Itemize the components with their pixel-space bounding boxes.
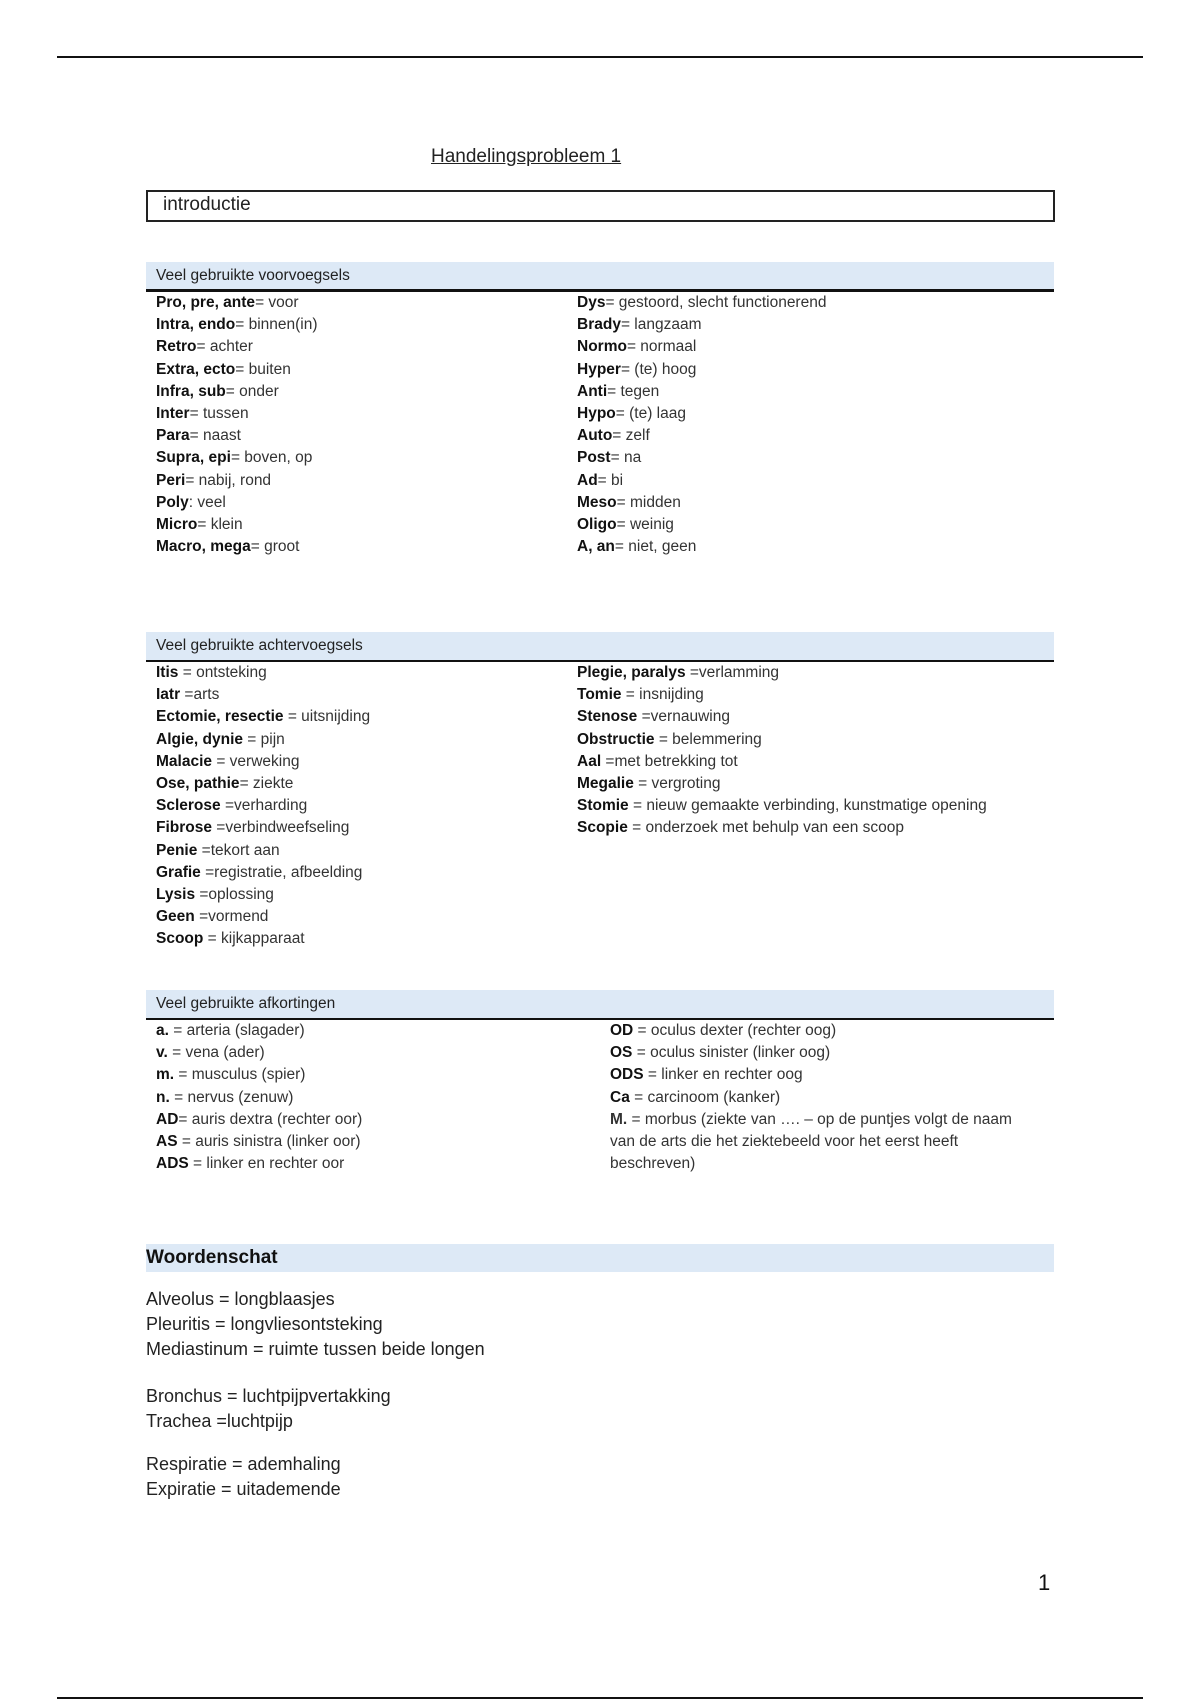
term: Ad bbox=[577, 471, 598, 489]
definition: = arteria (slagader) bbox=[168, 1022, 305, 1039]
section-voorvoegsels bbox=[146, 262, 1054, 562]
term: v. bbox=[156, 1044, 168, 1062]
list-item bbox=[577, 751, 987, 773]
definition: =oplossing bbox=[195, 885, 274, 903]
term: OD bbox=[610, 1022, 634, 1039]
definition: = naast bbox=[189, 427, 241, 445]
list-item bbox=[577, 492, 826, 514]
list-item bbox=[156, 795, 370, 817]
list-item bbox=[156, 862, 370, 884]
term: Supra, epi bbox=[156, 449, 231, 467]
definition: = oculus sinister (linker oog) bbox=[632, 1044, 831, 1062]
definition: =registratie, afbeelding bbox=[200, 863, 363, 881]
definition: = normaal bbox=[626, 338, 697, 356]
vocab-line: Trachea =luchtpijp bbox=[146, 1411, 293, 1431]
page-title: Handelingsprobleem 1 bbox=[431, 146, 622, 167]
term: Dys bbox=[577, 294, 606, 311]
term: Brady bbox=[577, 316, 621, 334]
definition: = weinig bbox=[616, 515, 674, 533]
definition: = ontsteking bbox=[178, 664, 267, 681]
list-item bbox=[156, 751, 370, 773]
definition: = oculus dexter (rechter oog) bbox=[633, 1022, 837, 1039]
term: Meso bbox=[577, 493, 617, 511]
term: Grafie bbox=[156, 863, 201, 881]
list-item bbox=[577, 817, 987, 839]
top-rule bbox=[57, 56, 1143, 58]
woordenschat-group-1 bbox=[146, 1287, 846, 1362]
list-item bbox=[156, 1020, 362, 1042]
list-item bbox=[156, 817, 370, 839]
definition: = (te) laag bbox=[615, 404, 686, 422]
definition: = insnijding bbox=[621, 686, 704, 704]
list-item bbox=[577, 403, 826, 425]
list-item bbox=[156, 884, 370, 906]
definition: = nervus (zenuw) bbox=[169, 1088, 294, 1106]
definition: = nabij, rond bbox=[185, 471, 272, 489]
achtervoegsels-right-column bbox=[577, 662, 987, 840]
term: Normo bbox=[577, 338, 627, 356]
list-item bbox=[156, 403, 318, 425]
list-item bbox=[577, 536, 826, 558]
definition: = niet, geen bbox=[614, 538, 697, 556]
definition: = linker en rechter oor bbox=[188, 1155, 345, 1173]
definition: = buiten bbox=[235, 360, 291, 378]
definition: = kijkapparaat bbox=[203, 930, 305, 948]
term: Peri bbox=[156, 471, 186, 489]
list-item bbox=[610, 1064, 1040, 1086]
term: Scopie bbox=[577, 819, 628, 837]
list-item bbox=[577, 447, 826, 469]
term: Extra, ecto bbox=[156, 360, 236, 378]
definition: = (te) hoog bbox=[620, 360, 697, 378]
definition: = auris sinistra (linker oor) bbox=[177, 1132, 361, 1150]
list-item bbox=[610, 1087, 1040, 1109]
section-heading: Veel gebruikte voorvoegsels bbox=[146, 262, 1054, 292]
term: Stenose bbox=[577, 708, 638, 726]
definition: = linker en rechter oog bbox=[643, 1066, 803, 1084]
term: Iatr bbox=[156, 686, 181, 704]
list-item bbox=[577, 292, 826, 314]
definition: = pijn bbox=[243, 730, 285, 748]
definition: = onderzoek met behulp van een scoop bbox=[627, 819, 905, 837]
list-item bbox=[156, 514, 318, 536]
term: AD bbox=[156, 1110, 179, 1128]
intro-box: introductie bbox=[146, 190, 1055, 222]
term: ADS bbox=[156, 1155, 189, 1173]
list-item bbox=[610, 1020, 1040, 1042]
list-item bbox=[577, 381, 826, 403]
definition: = achter bbox=[196, 338, 253, 356]
list-item bbox=[577, 514, 826, 536]
definition: : veel bbox=[188, 493, 226, 511]
list-item bbox=[577, 795, 987, 817]
list-item bbox=[577, 662, 987, 684]
term: Aal bbox=[577, 752, 602, 770]
list-item bbox=[156, 906, 370, 928]
definition: = verweking bbox=[212, 752, 300, 770]
vocab-line: Expiratie = uitademende bbox=[146, 1479, 341, 1499]
term: Retro bbox=[156, 338, 197, 356]
section-heading: Veel gebruikte afkortingen bbox=[146, 990, 1054, 1020]
vocab-line: Pleuritis = longvliesontsteking bbox=[146, 1314, 383, 1334]
list-item bbox=[577, 470, 826, 492]
list-item bbox=[577, 773, 987, 795]
section-heading: Veel gebruikte achtervoegsels bbox=[146, 632, 1054, 662]
term: n. bbox=[156, 1088, 170, 1106]
bottom-rule bbox=[57, 1697, 1143, 1699]
term: AS bbox=[156, 1132, 178, 1150]
definition: = auris dextra (rechter oor) bbox=[178, 1110, 363, 1128]
list-item bbox=[156, 729, 370, 751]
term: Auto bbox=[577, 427, 613, 445]
term: Hyper bbox=[577, 360, 621, 378]
term: Ose, pathie bbox=[156, 774, 240, 792]
definition: = groot bbox=[250, 538, 300, 556]
definition: = midden bbox=[616, 493, 681, 511]
term: Algie, dynie bbox=[156, 730, 243, 748]
term: Intra, endo bbox=[156, 316, 236, 334]
definition: =verharding bbox=[220, 797, 308, 815]
definition: = belemmering bbox=[654, 730, 762, 748]
list-item bbox=[156, 1042, 362, 1064]
definition: = vena (ader) bbox=[167, 1044, 265, 1062]
afkortingen-right-column bbox=[610, 1020, 1040, 1175]
afkortingen-right-list bbox=[610, 1020, 1040, 1109]
term: Para bbox=[156, 427, 190, 445]
definition: =vernauwing bbox=[637, 708, 730, 726]
term: Ca bbox=[610, 1088, 630, 1106]
list-item bbox=[156, 336, 318, 358]
definition: = uitsnijding bbox=[283, 708, 371, 726]
definition: = carcinoom (kanker) bbox=[629, 1088, 781, 1106]
definition: = ziekte bbox=[239, 774, 294, 792]
list-item bbox=[156, 773, 370, 795]
definition: = binnen(in) bbox=[235, 316, 318, 334]
definition: = tegen bbox=[607, 382, 660, 400]
definition: = nieuw gemaakte verbinding, kunstmatige opening bbox=[628, 797, 987, 815]
definition: = vergroting bbox=[633, 774, 721, 792]
list-item bbox=[610, 1042, 1040, 1064]
term: Inter bbox=[156, 404, 190, 422]
list-item bbox=[577, 359, 826, 381]
definition: = zelf bbox=[612, 427, 650, 445]
list-item bbox=[156, 706, 370, 728]
list-item bbox=[577, 729, 987, 751]
list-item bbox=[156, 492, 318, 514]
list-item bbox=[156, 292, 318, 314]
term: Itis bbox=[156, 664, 179, 681]
definition: =verlamming bbox=[685, 664, 780, 681]
term: ODS bbox=[610, 1066, 644, 1084]
term: Stomie bbox=[577, 797, 629, 815]
term: Penie bbox=[156, 841, 198, 859]
term: Lysis bbox=[156, 885, 196, 903]
definition: =met betrekking tot bbox=[601, 752, 738, 770]
afkortingen-left-column bbox=[156, 1020, 362, 1175]
definition: = boven, op bbox=[230, 449, 313, 467]
voorvoegsels-right-column bbox=[577, 292, 826, 558]
term: OS bbox=[610, 1044, 633, 1062]
morbus-entry bbox=[610, 1109, 1040, 1176]
definition: = musculus (spier) bbox=[174, 1066, 306, 1084]
list-item bbox=[156, 381, 318, 403]
list-item bbox=[577, 684, 987, 706]
section-achtervoegsels bbox=[146, 632, 1054, 952]
term: A, an bbox=[577, 538, 615, 556]
vocab-line: Alveolus = longblaasjes bbox=[146, 1289, 335, 1309]
term: Geen bbox=[156, 908, 195, 926]
term: Sclerose bbox=[156, 797, 221, 815]
definition: = bi bbox=[597, 471, 624, 489]
list-item bbox=[156, 1064, 362, 1086]
term: Scoop bbox=[156, 930, 204, 948]
list-item bbox=[156, 1087, 362, 1109]
term: a. bbox=[156, 1022, 169, 1039]
page-number: 1 bbox=[1038, 1570, 1051, 1595]
list-item bbox=[156, 536, 318, 558]
achtervoegsels-left-column bbox=[156, 662, 370, 950]
definition: = voor bbox=[255, 294, 299, 311]
term: Micro bbox=[156, 515, 198, 533]
definition: =verbindweefseling bbox=[211, 819, 350, 837]
term: Hypo bbox=[577, 404, 616, 422]
vocab-line: Mediastinum = ruimte tussen beide longen bbox=[146, 1339, 485, 1359]
definition: = langzaam bbox=[620, 316, 702, 334]
definition: = onder bbox=[225, 382, 279, 400]
definition: =arts bbox=[180, 686, 220, 704]
term: Macro, mega bbox=[156, 538, 251, 556]
definition: =vormend bbox=[194, 908, 269, 926]
list-item bbox=[156, 1109, 362, 1131]
list-item bbox=[577, 425, 826, 447]
definition: = morbus (ziekte van …. – op de puntjes volgt de naam van de arts die het ziektebeeld voor het eerst heeft beschreven) bbox=[610, 1110, 1012, 1173]
term: Malacie bbox=[156, 752, 213, 770]
definition: = tussen bbox=[189, 404, 249, 422]
list-item bbox=[156, 684, 370, 706]
list-item bbox=[156, 662, 370, 684]
term: Infra, sub bbox=[156, 382, 226, 400]
list-item bbox=[156, 928, 370, 950]
definition: = gestoord, slecht functionerend bbox=[605, 294, 827, 311]
voorvoegsels-left-column bbox=[156, 292, 318, 558]
list-item bbox=[577, 336, 826, 358]
woordenschat-heading: Woordenschat bbox=[146, 1244, 1054, 1272]
term: Pro, pre, ante bbox=[156, 294, 256, 311]
list-item bbox=[577, 314, 826, 336]
list-item bbox=[156, 840, 370, 862]
term: Tomie bbox=[577, 686, 622, 704]
list-item bbox=[156, 1131, 362, 1153]
list-item bbox=[577, 706, 987, 728]
term: Ectomie, resectie bbox=[156, 708, 284, 726]
section-afkortingen bbox=[146, 990, 1054, 1190]
definition: = klein bbox=[197, 515, 243, 533]
term: Plegie, paralys bbox=[577, 664, 686, 681]
list-item bbox=[156, 425, 318, 447]
list-item bbox=[156, 314, 318, 336]
term: Anti bbox=[577, 382, 608, 400]
vocab-line: Bronchus = luchtpijpvertakking bbox=[146, 1386, 391, 1406]
term: Oligo bbox=[577, 515, 617, 533]
term: M. bbox=[610, 1110, 628, 1128]
term: m. bbox=[156, 1066, 175, 1084]
woordenschat-group-3 bbox=[146, 1452, 846, 1502]
definition: =tekort aan bbox=[197, 841, 280, 859]
list-item bbox=[156, 470, 318, 492]
term: Poly bbox=[156, 493, 189, 511]
definition: = na bbox=[610, 449, 642, 467]
term: Fibrose bbox=[156, 819, 212, 837]
term: Post bbox=[577, 449, 611, 467]
list-item bbox=[156, 359, 318, 381]
term: Obstructie bbox=[577, 730, 655, 748]
list-item bbox=[156, 1153, 362, 1175]
term: Megalie bbox=[577, 774, 634, 792]
vocab-line: Respiratie = ademhaling bbox=[146, 1454, 341, 1474]
woordenschat-group-2 bbox=[146, 1384, 846, 1434]
list-item bbox=[156, 447, 318, 469]
